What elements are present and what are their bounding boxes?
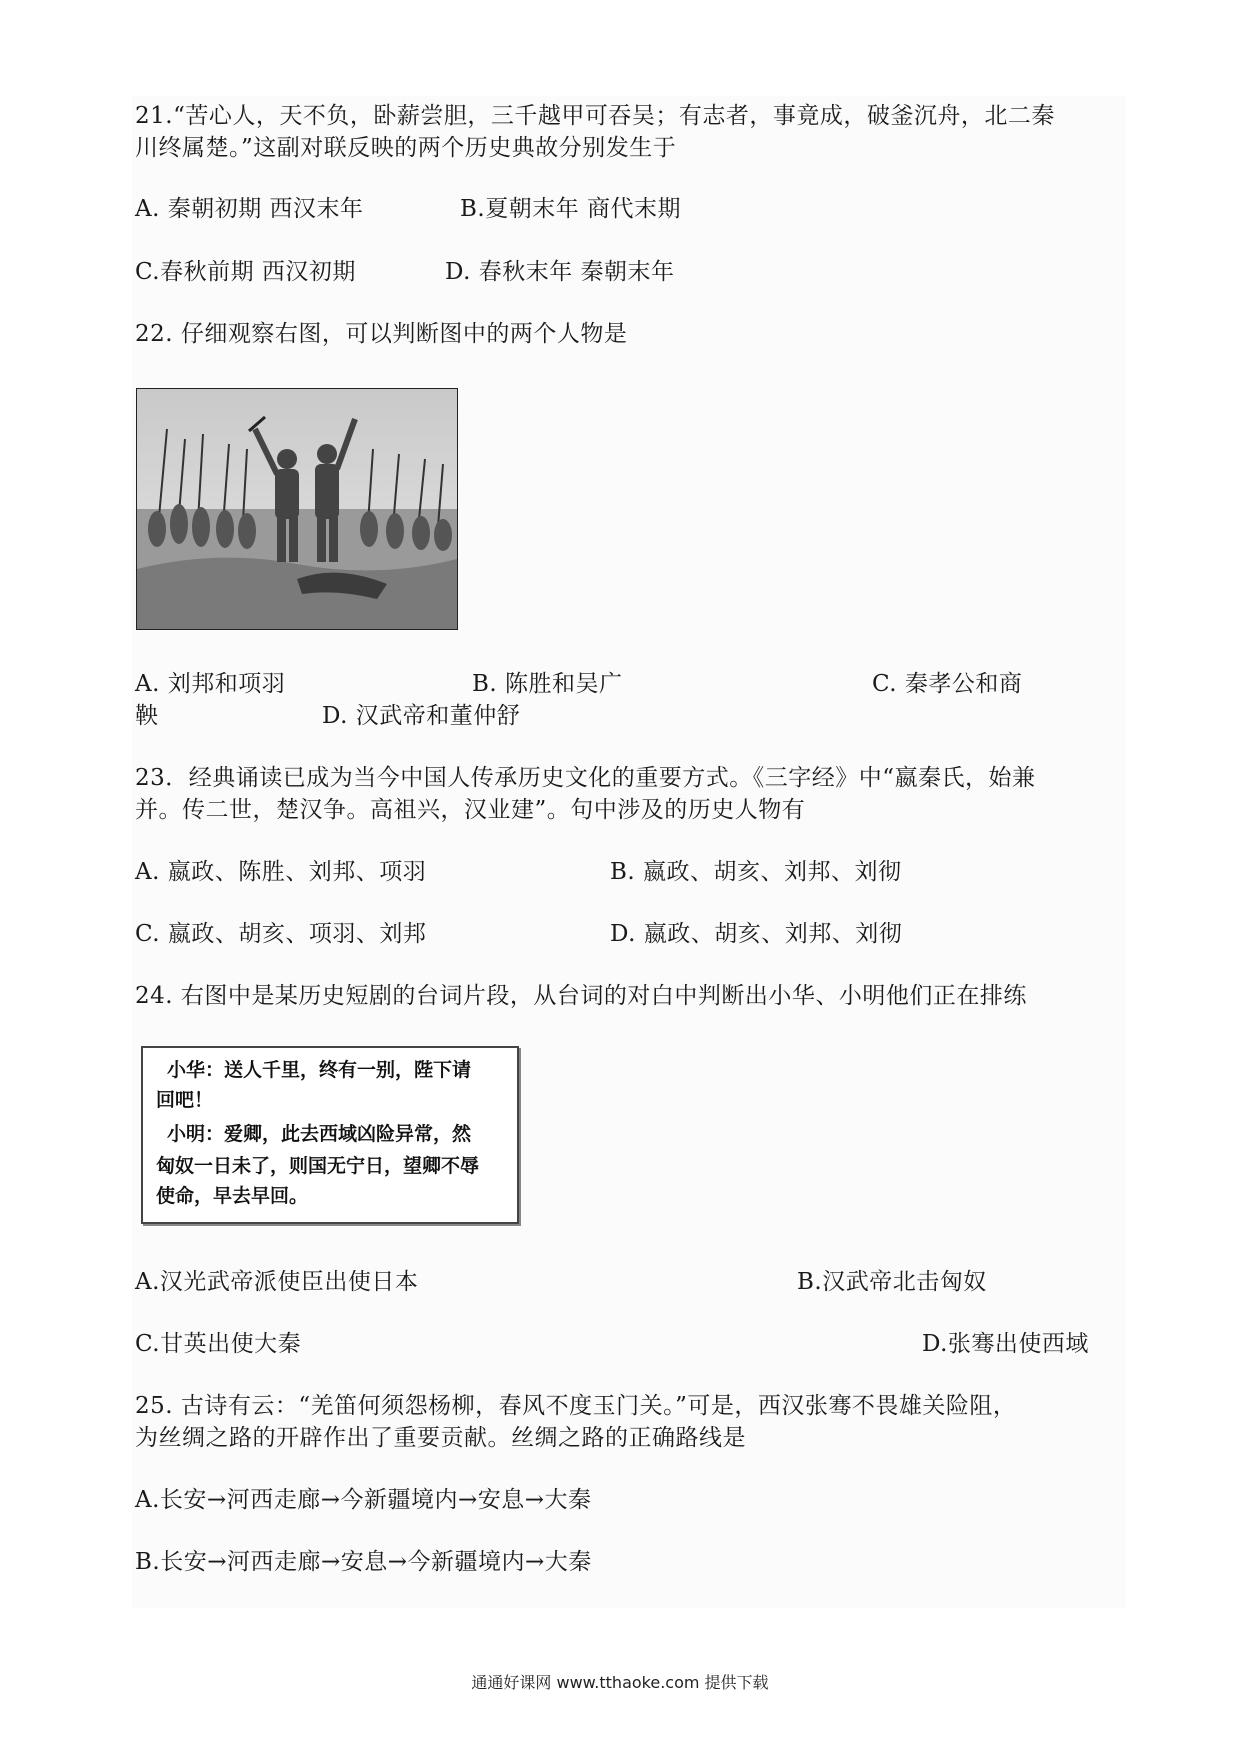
q24-option-b: B.汉武帝北击匈奴 [797,1269,987,1295]
q22-option-a: A. 刘邦和项羽 [135,671,286,697]
q21-option-a: A. 秦朝初期 西汉末年 [135,196,364,222]
q22-option-d: D. 汉武帝和董仲舒 [322,703,521,729]
q21-option-c: C.春秋前期 西汉初期 [135,259,356,285]
q23-stem-line1: 23．经典诵读已成为当今中国人传承历史文化的重要方式。《三字经》中“嬴秦氏，始兼 [135,765,1036,791]
q21-option-b: B.夏朝末年 商代末期 [460,196,682,222]
q23-option-d: D. 嬴政、胡亥、刘邦、刘彻 [610,921,903,947]
dialog-line-5: 使命，早去早回。 [156,1185,309,1207]
q25-stem-line1: 25. 古诗有云：“羌笛何须怨杨柳，春风不度玉门关。”可是，西汉张骞不畏雄关险阻， [135,1393,1017,1419]
battle-illustration [136,388,458,630]
page-footer: 通通好课网 www.tthaoke.com 提供下载 [471,1673,769,1692]
q23-option-c: C. 嬴政、胡亥、项羽、刘邦 [135,921,427,947]
dialog-line-3: 小明：爱卿，此去西域凶险异常，然 [167,1123,472,1145]
q24-option-a: A.汉光武帝派使臣出使日本 [135,1269,419,1295]
q24-option-d: D.张骞出使西域 [922,1331,1089,1357]
q25-option-b: B.长安→河西走廊→安息→今新疆境内→大秦 [135,1549,592,1575]
q23-option-b: B. 嬴政、胡亥、刘邦、刘彻 [610,859,902,885]
q25-stem-line2: 为丝绸之路的开辟作出了重要贡献。丝绸之路的正确路线是 [135,1425,746,1451]
q23-stem-line2: 并。传二世，楚汉争。高祖兴，汉业建”。句中涉及的历史人物有 [135,797,806,823]
q21-stem-line2: 川终属楚。”这副对联反映的两个历史典故分别发生于 [135,135,677,161]
q23-option-a: A. 嬴政、陈胜、刘邦、项羽 [135,859,427,885]
q22-option-b: B. 陈胜和吴广 [472,671,623,697]
dialog-line-1: 小华：送人千里，终有一别，陛下请 [167,1059,472,1081]
dialog-line-2: 回吧！ [156,1089,214,1111]
q24-stem: 24. 右图中是某历史短剧的台词片段，从台词的对白中判断出小华、小明他们正在排练 [135,983,1027,1009]
uprising-scene-image [137,389,457,629]
dialog-line-4: 匈奴一日未了，则国无宁日，望卿不辱 [156,1155,480,1177]
q22-option-c: C. 秦孝公和商 [872,671,1023,697]
script-dialog-box [141,1046,519,1224]
q25-option-a: A.长安→河西走廊→今新疆境内→安息→大秦 [135,1487,592,1513]
q21-stem-line1: 21.“苦心人，天不负，卧薪尝胆，三千越甲可吞吴；有志者，事竟成，破釜沉舟，北二秦 [135,103,1055,129]
q22-stem: 22. 仔细观察右图，可以判断图中的两个人物是 [135,321,628,347]
q24-option-c: C.甘英出使大秦 [135,1331,302,1357]
q21-option-d: D. 春秋末年 秦朝末年 [445,259,675,285]
q22-option-c-continued: 鞅 [135,703,159,729]
